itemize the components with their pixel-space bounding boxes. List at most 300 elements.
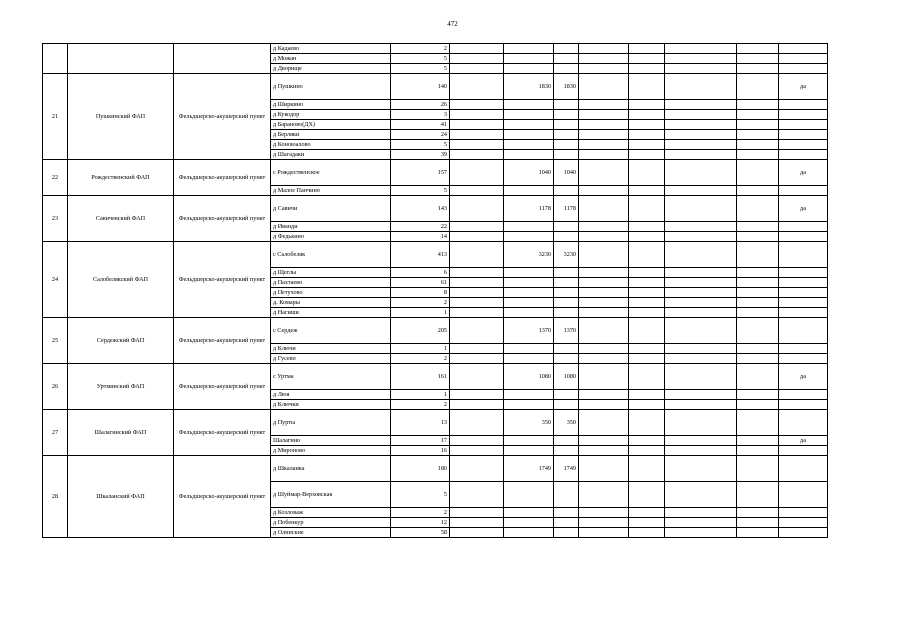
- village-cell: д Люя: [271, 390, 391, 400]
- blank-cell: [579, 318, 629, 344]
- blank-cell: [737, 120, 779, 130]
- population-cell: 16: [391, 446, 450, 456]
- blank-cell: [737, 508, 779, 518]
- population-cell: 26: [391, 100, 450, 110]
- blank-cell: [629, 110, 665, 120]
- value-cell: 350: [554, 410, 579, 436]
- blank-cell: [579, 160, 629, 186]
- blank-cell: [450, 64, 504, 74]
- blank-cell: [68, 44, 174, 74]
- fap-table: [42, 43, 828, 538]
- village-cell: д Ключи: [271, 344, 391, 354]
- flag-cell: [779, 288, 828, 298]
- flag-cell: [779, 446, 828, 456]
- blank-cell: [579, 44, 629, 54]
- value-cell: 1178: [504, 196, 554, 222]
- blank-cell: [579, 100, 629, 110]
- village-cell: с Уртма: [271, 364, 391, 390]
- blank-cell: [737, 354, 779, 364]
- blank-cell: [737, 150, 779, 160]
- population-cell: 140: [391, 74, 450, 100]
- village-cell: д Гусево: [271, 354, 391, 364]
- blank-cell: [43, 44, 68, 74]
- flag-cell: [779, 298, 828, 308]
- blank-cell: [737, 140, 779, 150]
- blank-cell: [737, 436, 779, 446]
- flag-cell: [779, 318, 828, 344]
- blank-cell: [450, 120, 504, 130]
- flag-cell: [779, 100, 828, 110]
- blank-cell: [450, 508, 504, 518]
- facility-type: Фельдшерско-акушерский пункт: [174, 410, 271, 456]
- population-cell: 12: [391, 518, 450, 528]
- value-cell: [504, 120, 554, 130]
- population-cell: 5: [391, 64, 450, 74]
- row-number: 27: [43, 410, 68, 456]
- blank-cell: [450, 354, 504, 364]
- flag-cell: да: [779, 364, 828, 390]
- flag-cell: [779, 354, 828, 364]
- blank-cell: [737, 344, 779, 354]
- blank-cell: [737, 400, 779, 410]
- blank-cell: [737, 278, 779, 288]
- blank-cell: [579, 120, 629, 130]
- value-cell: [554, 400, 579, 410]
- facility-type: Фельдшерско-акушерский пункт: [174, 364, 271, 410]
- blank-cell: [737, 160, 779, 186]
- village-cell: д Коноюалово: [271, 140, 391, 150]
- blank-cell: [629, 344, 665, 354]
- village-cell: д Федькино: [271, 232, 391, 242]
- blank-cell: [450, 436, 504, 446]
- blank-cell: [665, 318, 737, 344]
- blank-cell: [737, 64, 779, 74]
- value-cell: 3230: [504, 242, 554, 268]
- village-cell: д Шагадаки: [271, 150, 391, 160]
- blank-cell: [629, 44, 665, 54]
- value-cell: [504, 390, 554, 400]
- blank-cell: [665, 364, 737, 390]
- population-cell: 1: [391, 390, 450, 400]
- blank-cell: [665, 150, 737, 160]
- blank-cell: [665, 268, 737, 278]
- flag-cell: [779, 308, 828, 318]
- flag-cell: [779, 268, 828, 278]
- population-cell: 17: [391, 436, 450, 446]
- population-cell: 8: [391, 288, 450, 298]
- value-cell: 1749: [554, 456, 579, 482]
- fap-name: Савичевский ФАП: [68, 196, 174, 242]
- blank-cell: [737, 74, 779, 100]
- village-cell: д. Комары: [271, 298, 391, 308]
- flag-cell: да: [779, 436, 828, 446]
- blank-cell: [579, 232, 629, 242]
- table-row: [43, 318, 828, 344]
- value-cell: [504, 110, 554, 120]
- blank-cell: [450, 278, 504, 288]
- blank-cell: [579, 508, 629, 518]
- population-cell: 13: [391, 410, 450, 436]
- row-number: 21: [43, 74, 68, 160]
- population-cell: 143: [391, 196, 450, 222]
- fap-name: Салобелякский ФАП: [68, 242, 174, 318]
- flag-cell: [779, 344, 828, 354]
- blank-cell: [450, 160, 504, 186]
- page-number: 472: [447, 20, 458, 28]
- value-cell: [554, 140, 579, 150]
- population-cell: 5: [391, 54, 450, 64]
- blank-cell: [579, 130, 629, 140]
- value-cell: [554, 390, 579, 400]
- blank-cell: [629, 318, 665, 344]
- population-cell: 22: [391, 222, 450, 232]
- blank-cell: [450, 518, 504, 528]
- value-cell: [554, 232, 579, 242]
- blank-cell: [629, 436, 665, 446]
- blank-cell: [665, 298, 737, 308]
- blank-cell: [665, 110, 737, 120]
- row-number: 25: [43, 318, 68, 364]
- value-cell: [504, 354, 554, 364]
- village-cell: с Салобеляк: [271, 242, 391, 268]
- value-cell: [504, 344, 554, 354]
- population-cell: 2: [391, 354, 450, 364]
- blank-cell: [737, 308, 779, 318]
- value-cell: [504, 288, 554, 298]
- value-cell: [504, 298, 554, 308]
- blank-cell: [629, 528, 665, 538]
- fap-name: Рождественский ФАП: [68, 160, 174, 196]
- blank-cell: [629, 74, 665, 100]
- value-cell: [504, 508, 554, 518]
- value-cell: [554, 54, 579, 64]
- blank-cell: [450, 390, 504, 400]
- flag-cell: [779, 150, 828, 160]
- blank-cell: [737, 110, 779, 120]
- facility-type: Фельдшерско-акушерский пункт: [174, 196, 271, 242]
- blank-cell: [450, 242, 504, 268]
- row-number: 28: [43, 456, 68, 538]
- blank-cell: [579, 410, 629, 436]
- blank-cell: [737, 100, 779, 110]
- blank-cell: [665, 508, 737, 518]
- blank-cell: [665, 288, 737, 298]
- table-row: [43, 410, 828, 436]
- value-cell: [504, 528, 554, 538]
- village-cell: д Можан: [271, 54, 391, 64]
- blank-cell: [665, 74, 737, 100]
- blank-cell: [450, 298, 504, 308]
- village-cell: д Бараново(ДХ): [271, 120, 391, 130]
- population-cell: 2: [391, 298, 450, 308]
- value-cell: 1830: [554, 74, 579, 100]
- fap-name: Пушкинский ФАП: [68, 74, 174, 160]
- value-cell: [504, 446, 554, 456]
- blank-cell: [450, 482, 504, 508]
- village-cell: д Кадаево: [271, 44, 391, 54]
- value-cell: [504, 44, 554, 54]
- flag-cell: [779, 410, 828, 436]
- value-cell: [504, 130, 554, 140]
- village-cell: д Пурты: [271, 410, 391, 436]
- blank-cell: [629, 64, 665, 74]
- population-cell: 24: [391, 130, 450, 140]
- flag-cell: [779, 278, 828, 288]
- blank-cell: [450, 288, 504, 298]
- population-cell: 61: [391, 278, 450, 288]
- population-cell: 6: [391, 268, 450, 278]
- blank-cell: [665, 436, 737, 446]
- blank-cell: [665, 308, 737, 318]
- value-cell: 1370: [554, 318, 579, 344]
- facility-type: Фельдшерско-акушерский пункт: [174, 74, 271, 160]
- blank-cell: [665, 242, 737, 268]
- blank-cell: [629, 482, 665, 508]
- village-cell: д Петухово: [271, 288, 391, 298]
- blank-cell: [737, 54, 779, 64]
- blank-cell: [665, 518, 737, 528]
- fap-name: Сердежский ФАП: [68, 318, 174, 364]
- flag-cell: [779, 44, 828, 54]
- value-cell: [554, 278, 579, 288]
- blank-cell: [665, 222, 737, 232]
- blank-cell: [737, 196, 779, 222]
- blank-cell: [450, 150, 504, 160]
- blank-cell: [737, 318, 779, 344]
- blank-cell: [665, 390, 737, 400]
- blank-cell: [737, 410, 779, 436]
- value-cell: [554, 446, 579, 456]
- population-cell: 58: [391, 528, 450, 538]
- blank-cell: [629, 298, 665, 308]
- blank-cell: [579, 278, 629, 288]
- table-row: [43, 74, 828, 100]
- population-cell: 205: [391, 318, 450, 344]
- blank-cell: [629, 196, 665, 222]
- value-cell: [504, 436, 554, 446]
- value-cell: [554, 130, 579, 140]
- population-cell: 2: [391, 400, 450, 410]
- table-row: [43, 196, 828, 222]
- village-cell: д Шуймар-Верховская: [271, 482, 391, 508]
- blank-cell: [579, 186, 629, 196]
- blank-cell: [665, 400, 737, 410]
- village-cell: д Щеглы: [271, 268, 391, 278]
- value-cell: [554, 308, 579, 318]
- blank-cell: [629, 508, 665, 518]
- blank-cell: [737, 390, 779, 400]
- blank-cell: [579, 400, 629, 410]
- population-cell: 157: [391, 160, 450, 186]
- blank-cell: [450, 110, 504, 120]
- row-number: 23: [43, 196, 68, 242]
- blank-cell: [450, 140, 504, 150]
- value-cell: [504, 186, 554, 196]
- blank-cell: [665, 186, 737, 196]
- value-cell: 1370: [504, 318, 554, 344]
- blank-cell: [737, 518, 779, 528]
- flag-cell: [779, 518, 828, 528]
- blank-cell: [579, 528, 629, 538]
- table-row: [43, 160, 828, 186]
- value-cell: [504, 150, 554, 160]
- flag-cell: [779, 232, 828, 242]
- blank-cell: [665, 446, 737, 456]
- blank-cell: [579, 446, 629, 456]
- blank-cell: [450, 186, 504, 196]
- blank-cell: [737, 232, 779, 242]
- value-cell: [554, 100, 579, 110]
- flag-cell: [779, 54, 828, 64]
- table-row: [43, 242, 828, 268]
- blank-cell: [665, 120, 737, 130]
- village-cell: Шалагино: [271, 436, 391, 446]
- blank-cell: [665, 196, 737, 222]
- facility-type: Фельдшерско-акушерский пункт: [174, 318, 271, 364]
- value-cell: 1830: [504, 74, 554, 100]
- population-cell: 5: [391, 140, 450, 150]
- value-cell: [504, 100, 554, 110]
- row-number: 24: [43, 242, 68, 318]
- population-cell: 180: [391, 456, 450, 482]
- value-cell: [504, 482, 554, 508]
- blank-cell: [737, 456, 779, 482]
- blank-cell: [450, 44, 504, 54]
- blank-cell: [579, 222, 629, 232]
- table-row: [43, 456, 828, 482]
- population-cell: 1: [391, 344, 450, 354]
- village-cell: д Нагиши: [271, 308, 391, 318]
- table-row: [43, 44, 828, 54]
- value-cell: 1040: [554, 160, 579, 186]
- blank-cell: [579, 288, 629, 298]
- blank-cell: [450, 268, 504, 278]
- value-cell: [554, 44, 579, 54]
- value-cell: 1178: [554, 196, 579, 222]
- value-cell: [554, 120, 579, 130]
- flag-cell: [779, 482, 828, 508]
- value-cell: [554, 508, 579, 518]
- blank-cell: [629, 150, 665, 160]
- value-cell: [554, 482, 579, 508]
- blank-cell: [665, 456, 737, 482]
- value-cell: [554, 222, 579, 232]
- blank-cell: [629, 186, 665, 196]
- blank-cell: [665, 354, 737, 364]
- blank-cell: [629, 518, 665, 528]
- blank-cell: [665, 130, 737, 140]
- blank-cell: [450, 222, 504, 232]
- value-cell: [554, 268, 579, 278]
- value-cell: [504, 400, 554, 410]
- blank-cell: [579, 436, 629, 446]
- blank-cell: [737, 242, 779, 268]
- blank-cell: [579, 110, 629, 120]
- blank-cell: [579, 242, 629, 268]
- blank-cell: [629, 100, 665, 110]
- flag-cell: [779, 390, 828, 400]
- value-cell: [554, 528, 579, 538]
- value-cell: 1080: [554, 364, 579, 390]
- blank-cell: [737, 222, 779, 232]
- village-cell: д Дворище: [271, 64, 391, 74]
- value-cell: 1040: [504, 160, 554, 186]
- village-cell: д Побенкур: [271, 518, 391, 528]
- fap-name: Уртминский ФАП: [68, 364, 174, 410]
- population-cell: 5: [391, 186, 450, 196]
- blank-cell: [629, 268, 665, 278]
- flag-cell: [779, 222, 828, 232]
- blank-cell: [665, 44, 737, 54]
- facility-type: Фельдшерско-акушерский пункт: [174, 242, 271, 318]
- value-cell: [554, 64, 579, 74]
- flag-cell: [779, 508, 828, 518]
- blank-cell: [579, 390, 629, 400]
- blank-cell: [579, 268, 629, 278]
- blank-cell: [629, 390, 665, 400]
- blank-cell: [629, 410, 665, 436]
- blank-cell: [450, 410, 504, 436]
- blank-cell: [629, 400, 665, 410]
- blank-cell: [579, 196, 629, 222]
- value-cell: [504, 308, 554, 318]
- blank-cell: [665, 344, 737, 354]
- blank-cell: [579, 308, 629, 318]
- village-cell: д Шкаланка: [271, 456, 391, 482]
- village-cell: д Иванди: [271, 222, 391, 232]
- blank-cell: [737, 130, 779, 140]
- blank-cell: [737, 288, 779, 298]
- village-cell: д Козловаж: [271, 508, 391, 518]
- blank-cell: [629, 130, 665, 140]
- flag-cell: [779, 140, 828, 150]
- blank-cell: [665, 140, 737, 150]
- blank-cell: [737, 268, 779, 278]
- value-cell: 1080: [504, 364, 554, 390]
- blank-cell: [579, 518, 629, 528]
- population-cell: 39: [391, 150, 450, 160]
- value-cell: [554, 110, 579, 120]
- value-cell: [504, 268, 554, 278]
- blank-cell: [665, 100, 737, 110]
- flag-cell: [779, 130, 828, 140]
- blank-cell: [629, 222, 665, 232]
- blank-cell: [450, 196, 504, 222]
- value-cell: [504, 140, 554, 150]
- blank-cell: [174, 44, 271, 74]
- blank-cell: [579, 74, 629, 100]
- blank-cell: [665, 160, 737, 186]
- blank-cell: [579, 140, 629, 150]
- blank-cell: [579, 298, 629, 308]
- population-cell: 1: [391, 308, 450, 318]
- value-cell: [504, 518, 554, 528]
- blank-cell: [450, 528, 504, 538]
- blank-cell: [450, 100, 504, 110]
- village-cell: с Рождественское: [271, 160, 391, 186]
- blank-cell: [629, 456, 665, 482]
- blank-cell: [665, 232, 737, 242]
- village-cell: д Ключки: [271, 400, 391, 410]
- flag-cell: [779, 242, 828, 268]
- value-cell: [504, 222, 554, 232]
- value-cell: [504, 232, 554, 242]
- population-cell: 2: [391, 508, 450, 518]
- blank-cell: [737, 528, 779, 538]
- value-cell: [554, 344, 579, 354]
- blank-cell: [579, 364, 629, 390]
- value-cell: [504, 278, 554, 288]
